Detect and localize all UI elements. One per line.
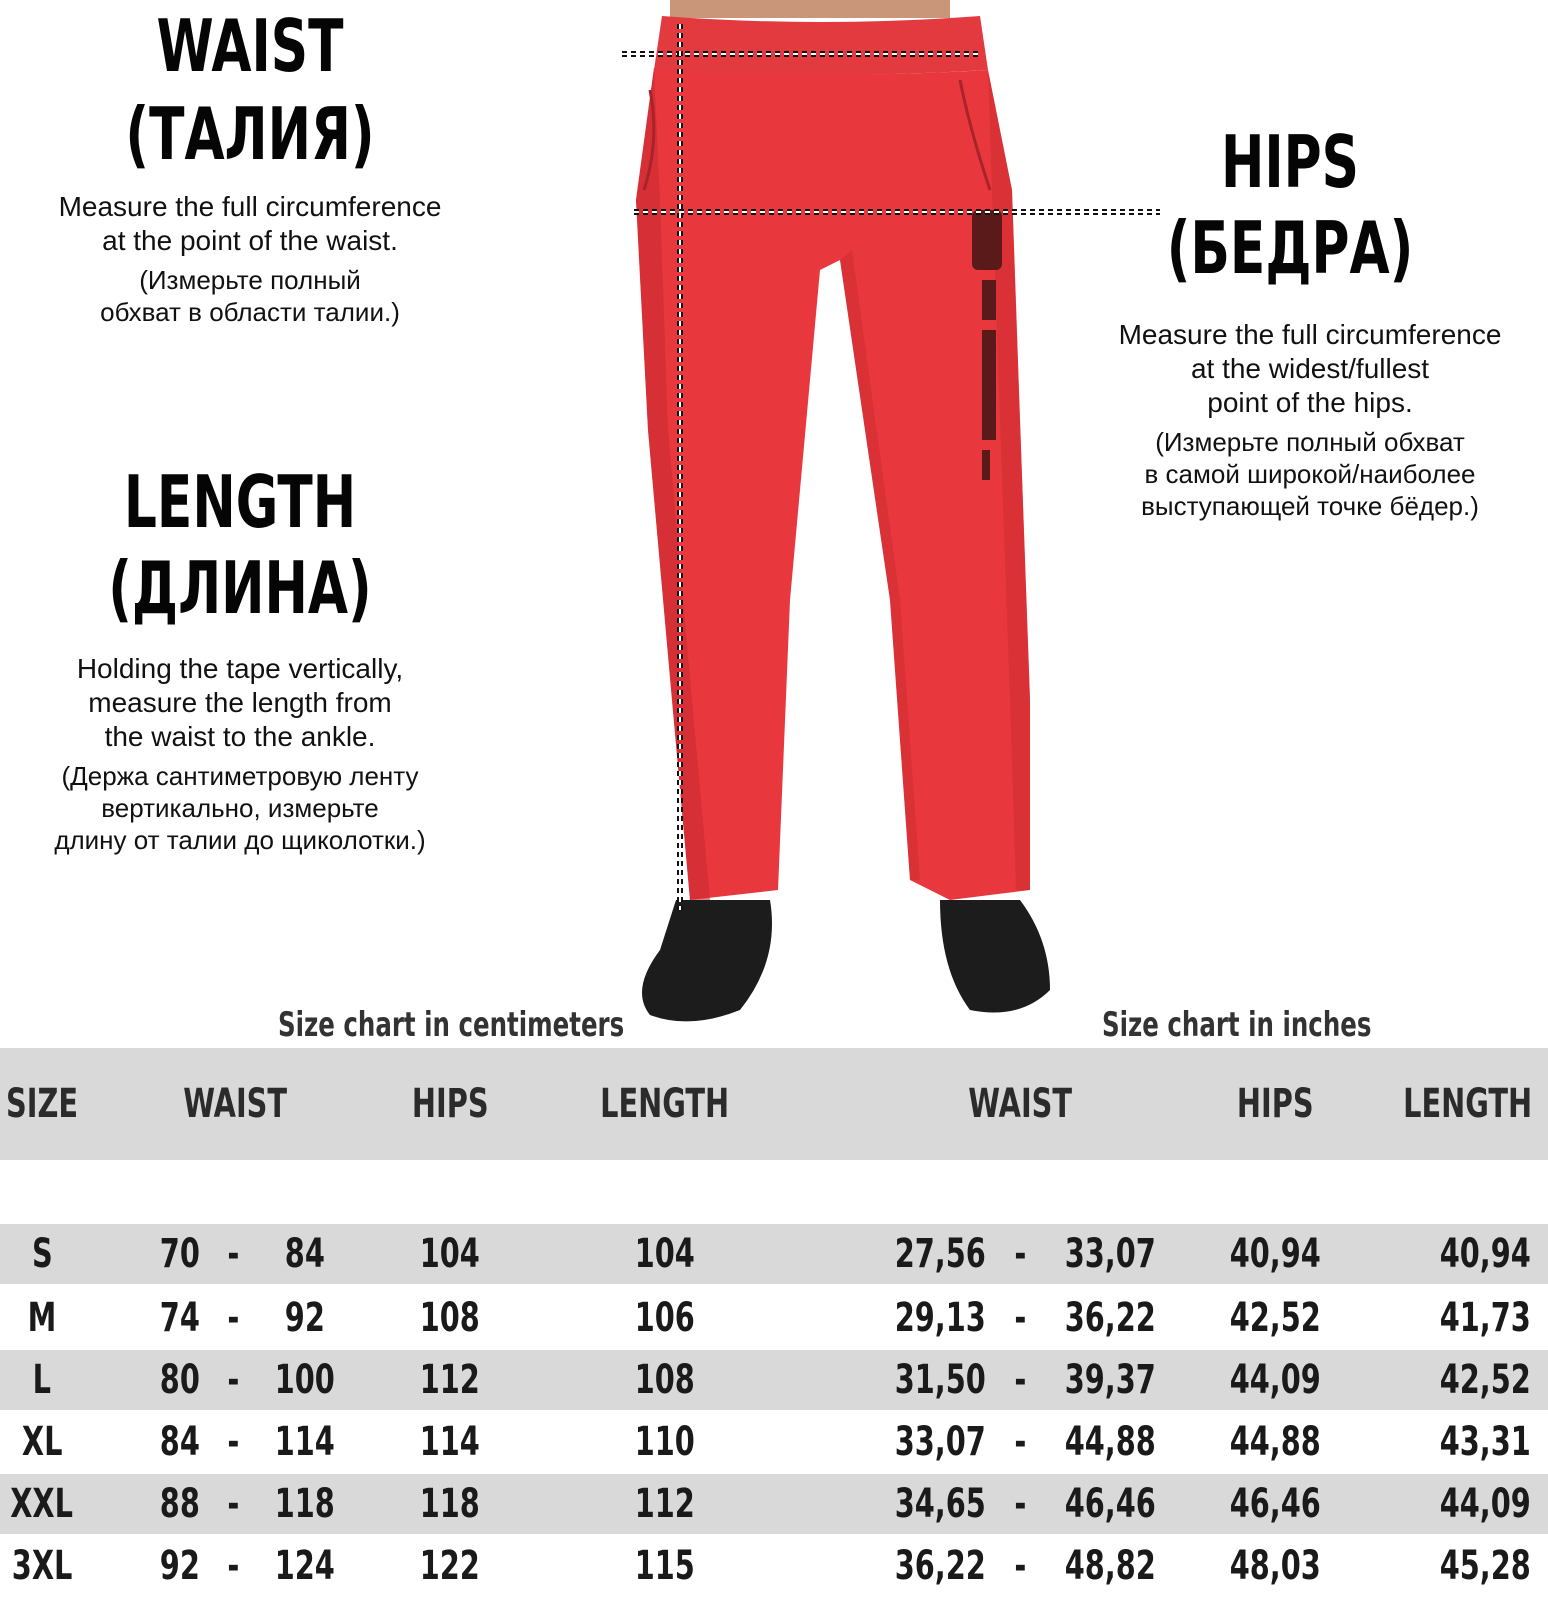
cell-size: S [31, 1231, 53, 1277]
cell-w-max: 124 [274, 1543, 336, 1589]
hips-desc-en-line: Measure the full circumference [1118, 319, 1502, 350]
table-row [0, 1288, 1548, 1348]
cell-hips-in: 48,03 [1229, 1543, 1321, 1589]
cell-length: 115 [634, 1543, 696, 1589]
cell-wi-min: 34,65 [894, 1481, 986, 1527]
right-shoe-icon [940, 900, 1050, 1013]
length-desc-en-line: Holding the tape vertically, [76, 653, 404, 684]
cell-w-min: 80 [159, 1357, 201, 1403]
range-dash: - [227, 1419, 239, 1465]
left-shoe-icon [642, 900, 772, 1021]
hips-desc-ru-line: (Измерьте полный обхват [1155, 427, 1465, 457]
cell-w-min: 70 [159, 1231, 201, 1277]
cell-w-max: 100 [274, 1357, 336, 1403]
cell-w-max: 92 [284, 1295, 326, 1341]
header-size: SIZE [5, 1081, 79, 1127]
range-dash: - [227, 1231, 239, 1277]
waist-description [20, 190, 480, 328]
cell-w-min: 74 [159, 1295, 201, 1341]
length-heading [40, 460, 440, 630]
waistband [654, 16, 988, 75]
header-waist-in: WAIST [968, 1081, 1072, 1127]
cell-hips: 118 [419, 1481, 481, 1527]
cell-length: 104 [634, 1231, 696, 1277]
waist-desc-ru-line: (Измерьте полный [139, 265, 361, 295]
hips-title-en: HIPS [1220, 120, 1359, 204]
cell-hips-in: 46,46 [1229, 1481, 1321, 1527]
cell-w-max: 114 [274, 1419, 336, 1465]
cell-wi-min: 29,13 [894, 1295, 986, 1341]
table-row [0, 1412, 1548, 1472]
table-row [0, 1536, 1548, 1596]
hips-title-ru: (БЕДРА) [1166, 206, 1414, 290]
length-desc-ru-line: длину от талии до щиколотки.) [54, 825, 426, 855]
cell-hips-in: 44,88 [1229, 1419, 1321, 1465]
header-waist-cm: WAIST [183, 1081, 287, 1127]
waist-title-en: WAIST [156, 4, 344, 88]
cell-length: 108 [634, 1357, 696, 1403]
range-dash: - [1014, 1481, 1026, 1527]
cell-hips: 108 [419, 1295, 481, 1341]
waist-desc-en-line: at the point of the waist. [102, 225, 398, 256]
length-desc-ru-line: вертикально, измерьте [101, 793, 379, 823]
cell-length: 110 [634, 1419, 696, 1465]
cell-w-min: 88 [159, 1481, 201, 1527]
range-dash: - [227, 1357, 239, 1403]
cell-w-max: 118 [274, 1481, 336, 1527]
length-desc-en-line: measure the length from [88, 687, 392, 718]
cell-w-min: 84 [159, 1419, 201, 1465]
cell-wi-max: 33,07 [1064, 1231, 1156, 1277]
cell-length-in: 41,73 [1439, 1295, 1531, 1341]
range-dash: - [1014, 1419, 1026, 1465]
cell-length-in: 44,09 [1439, 1481, 1531, 1527]
table-row [0, 1350, 1548, 1410]
range-dash: - [1014, 1295, 1026, 1341]
length-description [20, 652, 460, 856]
range-dash: - [227, 1295, 239, 1341]
hips-desc-ru-line: в самой широкой/наиболее [1144, 459, 1476, 489]
table-row [0, 1474, 1548, 1534]
waist-title-ru: (ТАЛИЯ) [125, 92, 375, 176]
header-length-in: LENGTH [1403, 1081, 1533, 1127]
cell-length: 112 [634, 1481, 696, 1527]
cell-size: L [32, 1357, 52, 1403]
cell-hips: 104 [419, 1231, 481, 1277]
cell-hips-in: 44,09 [1229, 1357, 1321, 1403]
cell-wi-min: 31,50 [894, 1357, 986, 1403]
cell-wi-min: 33,07 [894, 1419, 986, 1465]
waist-desc-ru-line: обхват в области талии.) [100, 297, 400, 327]
table-header [0, 1048, 1548, 1160]
cell-wi-max: 39,37 [1064, 1357, 1156, 1403]
cell-wi-min: 27,56 [894, 1231, 986, 1277]
cell-wi-max: 46,46 [1064, 1481, 1156, 1527]
cell-length: 106 [634, 1295, 696, 1341]
range-dash: - [1014, 1357, 1026, 1403]
length-desc-en-line: the waist to the ankle. [104, 721, 376, 752]
cell-size: XL [21, 1419, 63, 1465]
cell-wi-max: 48,82 [1064, 1543, 1156, 1589]
cell-size: M [27, 1295, 57, 1341]
cell-wi-max: 44,88 [1064, 1419, 1156, 1465]
cell-hips: 122 [419, 1543, 481, 1589]
hips-desc-en-line: point of the hips. [1207, 387, 1413, 418]
header-hips-in: HIPS [1236, 1081, 1314, 1127]
range-dash: - [227, 1543, 239, 1589]
cell-hips-in: 42,52 [1229, 1295, 1321, 1341]
cell-wi-min: 36,22 [894, 1543, 986, 1589]
length-title-en: LENGTH [123, 460, 357, 544]
range-dash: - [1014, 1231, 1026, 1277]
torso-skin [670, 0, 950, 18]
range-dash: - [227, 1481, 239, 1527]
cell-hips-in: 40,94 [1229, 1231, 1321, 1277]
length-title-ru: (ДЛИНА) [108, 546, 372, 630]
cell-length-in: 43,31 [1439, 1419, 1531, 1465]
cell-hips: 114 [419, 1419, 481, 1465]
cell-hips: 112 [419, 1357, 481, 1403]
hips-heading [1100, 120, 1480, 290]
hips-desc-en-line: at the widest/fullest [1190, 353, 1430, 384]
cell-wi-max: 36,22 [1064, 1295, 1156, 1341]
header-length-cm: LENGTH [600, 1081, 730, 1127]
cell-length-in: 45,28 [1439, 1543, 1531, 1589]
hips-description [1080, 318, 1540, 522]
cell-size: XXL [10, 1481, 74, 1527]
header-hips-cm: HIPS [411, 1081, 489, 1127]
range-dash: - [1014, 1543, 1026, 1589]
hips-desc-ru-line: выступающей точке бёдер.) [1141, 491, 1479, 521]
caption-centimeters: Size chart in centimeters [278, 1005, 625, 1045]
cell-w-max: 84 [284, 1231, 326, 1277]
cell-w-min: 92 [159, 1543, 201, 1589]
waist-desc-en-line: Measure the full circumference [58, 191, 442, 222]
cell-size: 3XL [11, 1543, 73, 1589]
cell-length-in: 40,94 [1439, 1231, 1531, 1277]
waist-heading [60, 4, 440, 176]
length-desc-ru-line: (Держа сантиметровую ленту [61, 761, 419, 791]
cell-length-in: 42,52 [1439, 1357, 1531, 1403]
caption-inches: Size chart in inches [1102, 1005, 1372, 1045]
table-row [0, 1224, 1548, 1284]
